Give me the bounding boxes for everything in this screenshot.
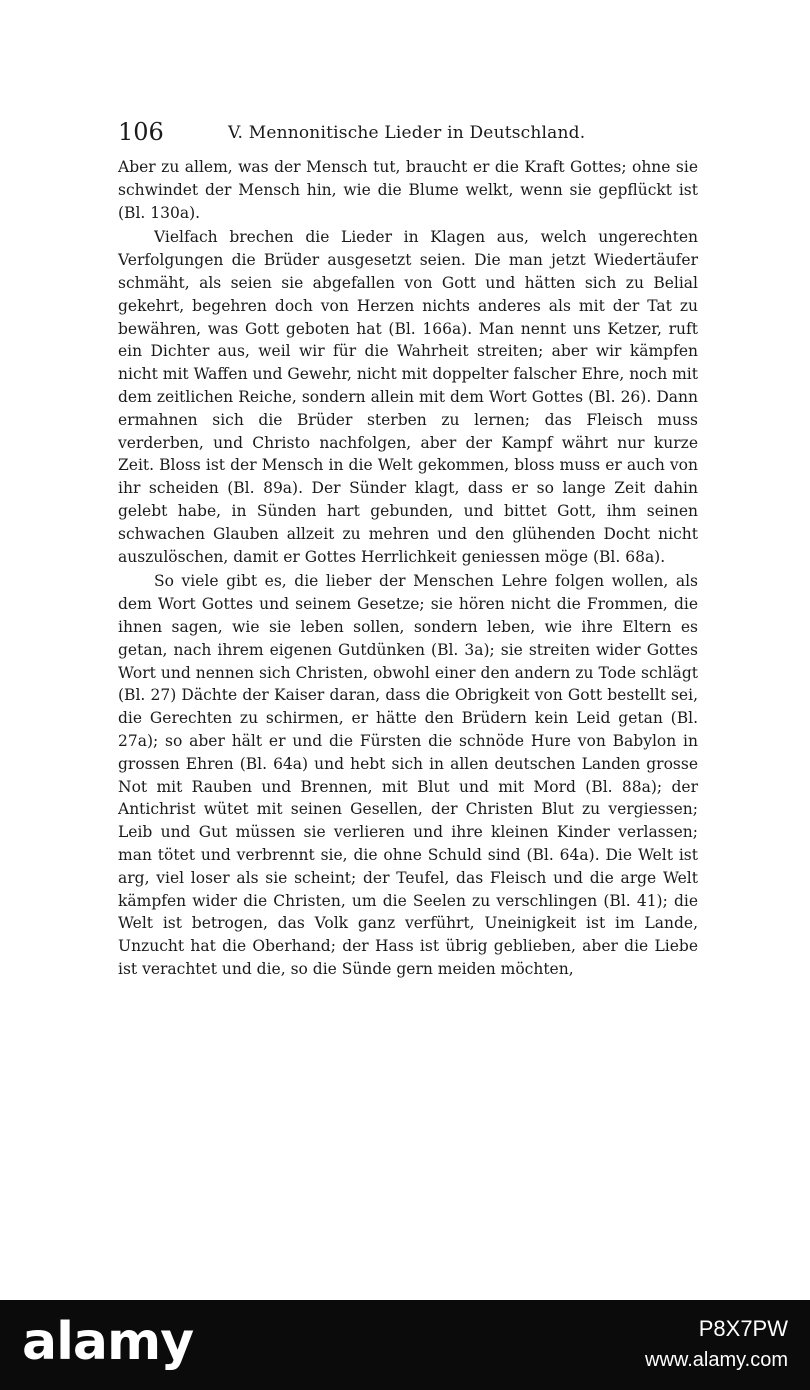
watermark-banner: [0, 1300, 810, 1390]
site-url: www.alamy.com: [645, 1349, 788, 1371]
running-head: V. Mennonitische Lieder in Deutschland.: [228, 123, 586, 143]
paragraph-3: So viele gibt es, die lieber der Menschen Lehre folgen wollen, als dem Wort Gottes und seinem Gesetze; sie hören nicht die Frommen, die ihnen sagen, wie sie leben sollen, sondern leben, wie ihre Eltern es getan, nach ihrem eigenen Gutdünken (Bl. 3a); sie streiten wider Gottes Wort und nennen sich Christen, obwohl einer den andern zu Tode schlägt (Bl. 27) Dächte der Kaiser daran, dass die Obrigkeit von Gott bestellt sei, die Gerechten zu schirmen, er hätte den Brüdern kein Leid getan (Bl. 27a); so aber hält er und die Fürsten die schnöde Hure von Babylon in grossen Ehren (Bl. 64a) und hebt sich in allen deutschen Landen grosse Not mit Rauben und Brennen, mit Blut und mit Mord (Bl. 88a); der Antichrist wütet mit seinen Gesellen, der Christen Blut zu vergiessen; Leib und Gut müssen sie verlieren und ihre kleinen Kinder verlassen; man tötet und verbrennt sie, die ohne Schuld sind (Bl. 64a). Die Welt ist arg, viel loser als sie scheint; der Teufel, das Fleisch und die arge Welt kämpfen wider die Christen, um die Seelen zu verschlingen (Bl. 41); die Welt ist betrogen, das Volk ganz verführt, Uneinigkeit ist im Lande, Unzucht hat die Oberhand; der Hass ist übrig geblieben, aber die Liebe ist verachtet und die, so die Sünde gern meiden möchten,: [118, 572, 698, 978]
stock-image-id: P8X7PW: [698, 1316, 788, 1341]
page-header: [118, 118, 698, 148]
alamy-logo: alamy: [22, 1312, 194, 1372]
page-number: 106: [118, 118, 164, 146]
paragraph-1: Aber zu allem, was der Mensch tut, braucht er die Kraft Gottes; ohne sie schwindet der Mensch hin, wie die Blume welkt, wenn sie gepflückt ist (Bl. 130a).: [118, 158, 698, 222]
paragraph-2: Vielfach brechen die Lieder in Klagen aus, welch ungerechten Verfolgungen die Brüder ausgesetzt seien. Die man jetzt Wiedertäufer schmäht, als seien sie abgefallen von Gott und hätten sich zu Belial gekehrt, begehren doch von Herzen nichts anderes als mit der Tat zu bewähren, was Gott geboten hat (Bl. 166a). Man nennt uns Ketzer, ruft ein Dichter aus, weil wir für die Wahrheit streiten; aber wir kämpfen nicht mit Waffen und Gewehr, nicht mit doppelter falscher Ehre, noch mit dem zeitlichen Reiche, sondern allein mit dem Wort Gottes (Bl. 26). Dann ermahnen sich die Brüder sterben zu lernen; das Fleisch muss verderben, und Christo nachfolgen, aber der Kampf währt nur kurze Zeit. Bloss ist der Mensch in die Welt gekommen, bloss muss er auch von ihr scheiden (Bl. 89a). Der Sünder klagt, dass er so lange Zeit dahin gelebt habe, in Sünden hart gebunden, und bittet Gott, ihm seinen schwachen Glauben allzeit zu mehren und den glühenden Docht nicht auszulöschen, damit er Gottes Herrlichkeit geniessen möge (Bl. 68a).: [118, 228, 698, 566]
body-text: [118, 156, 698, 983]
